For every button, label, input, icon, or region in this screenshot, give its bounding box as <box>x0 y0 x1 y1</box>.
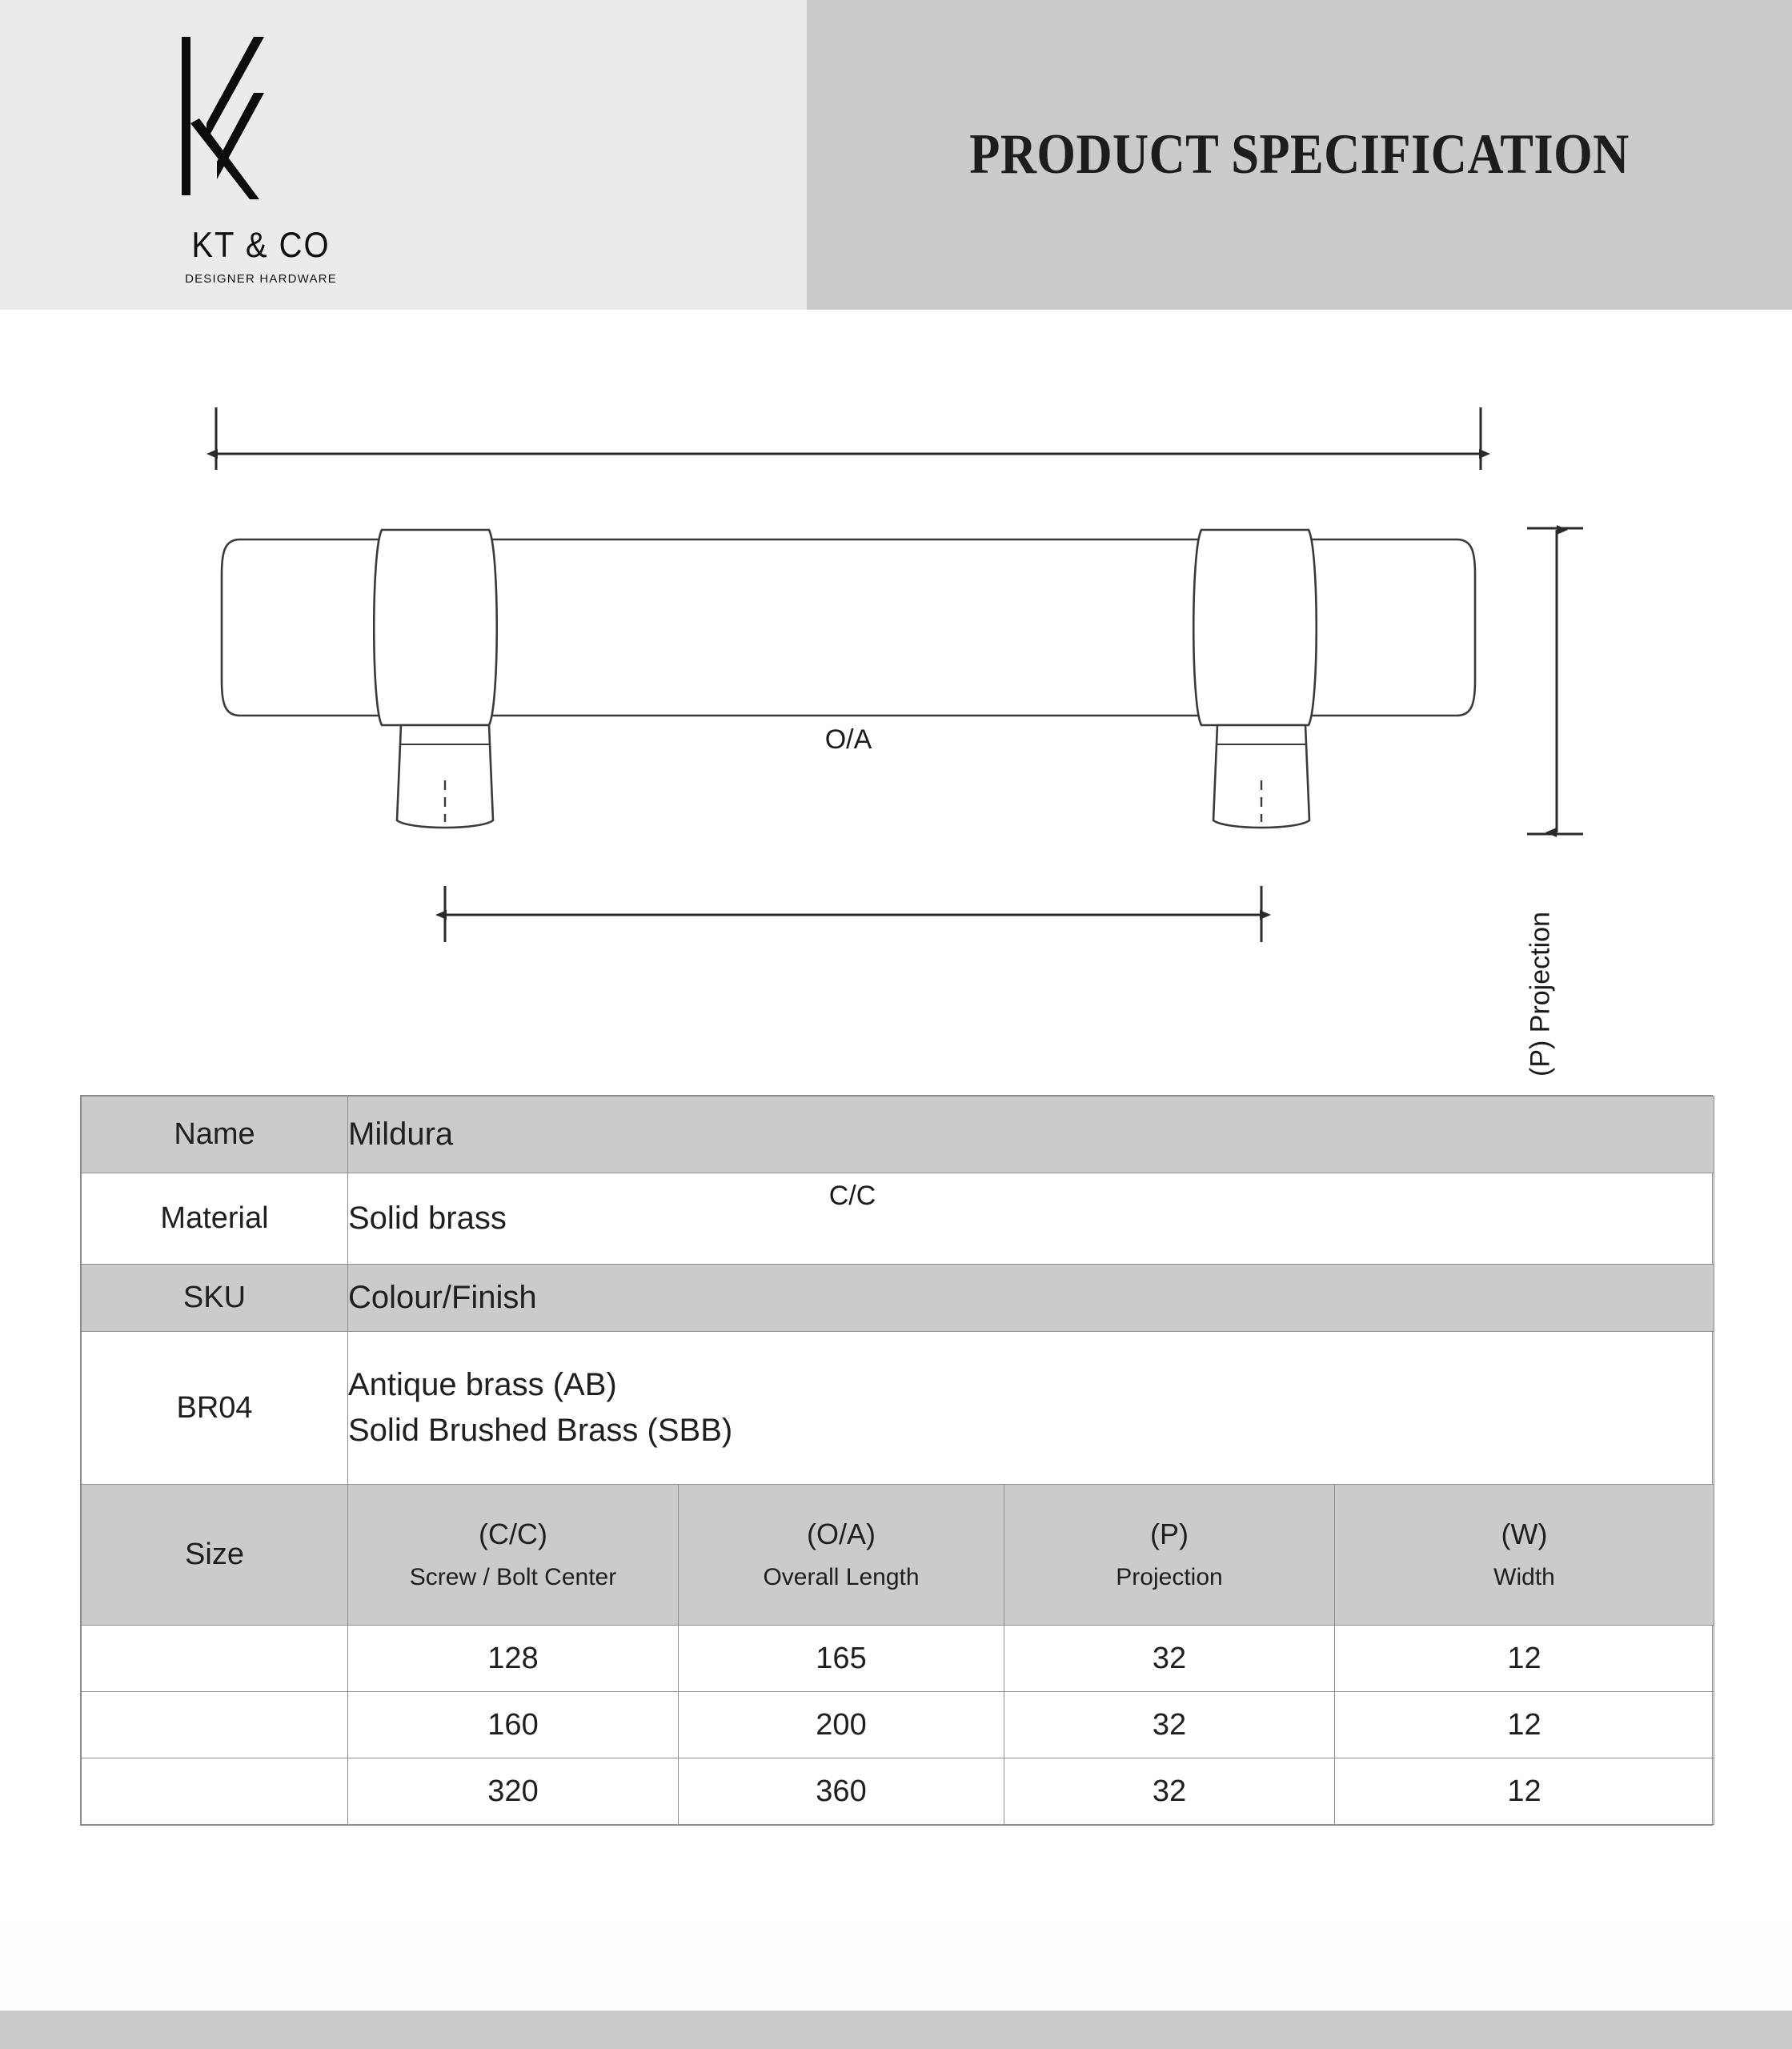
size-column-abbr-cc: (C/C) <box>479 1518 547 1551</box>
row-value-sku: BR04 <box>82 1332 348 1485</box>
row-label-material: Material <box>82 1173 348 1265</box>
size-column-header-p <box>1004 1485 1335 1626</box>
row-value-name: Mildura <box>348 1097 1714 1173</box>
logo-wordmark: KT & CO <box>191 226 331 266</box>
center-to-center-dimension-label: C/C <box>828 1181 876 1211</box>
size-value-w: 12 <box>1335 1626 1714 1692</box>
table-row <box>82 1626 1714 1692</box>
header-left-panel <box>0 0 807 310</box>
size-column-desc-oa: Overall Length <box>763 1564 920 1591</box>
size-value-p: 32 <box>1004 1626 1335 1692</box>
table-row-name <box>82 1097 1714 1173</box>
size-column-desc-w: Width <box>1493 1564 1555 1591</box>
row-label-colour-finish: Colour/Finish <box>348 1265 1714 1332</box>
page-title: PRODUCT SPECIFICATION <box>969 123 1630 186</box>
row-value-finishes <box>348 1332 1714 1485</box>
page-bottom-whitespace <box>0 1921 1792 2011</box>
size-column-desc-cc: Screw / Bolt Center <box>409 1564 617 1591</box>
size-row-spacer <box>82 1692 348 1758</box>
finish-option-antique-brass: Antique brass (AB) <box>348 1367 617 1403</box>
size-column-abbr-oa: (O/A) <box>807 1518 876 1551</box>
table-row <box>82 1758 1714 1825</box>
size-value-p: 32 <box>1004 1692 1335 1758</box>
product-spec-table <box>80 1095 1713 1826</box>
size-column-header-w <box>1335 1485 1714 1626</box>
table-row-sku-finishes <box>82 1332 1714 1485</box>
size-column-desc-p: Projection <box>1116 1564 1223 1591</box>
row-label-name: Name <box>82 1097 348 1173</box>
table-row-material <box>82 1173 1714 1265</box>
projection-dimension-label: (P) Projection <box>1525 912 1556 1077</box>
size-row-spacer <box>82 1758 348 1825</box>
size-column-abbr-p: (P) <box>1150 1518 1189 1551</box>
size-value-cc: 128 <box>348 1626 679 1692</box>
size-column-header-cc <box>348 1485 679 1626</box>
size-column-header-oa <box>679 1485 1004 1626</box>
row-label-sku: SKU <box>82 1265 348 1332</box>
table-row-sku-header <box>82 1265 1714 1332</box>
size-value-p: 32 <box>1004 1758 1335 1825</box>
page-footer-bar <box>0 2011 1792 2049</box>
page-header <box>0 0 1792 310</box>
size-value-oa: 360 <box>679 1758 1004 1825</box>
size-value-oa: 200 <box>679 1692 1004 1758</box>
size-column-abbr-w: (W) <box>1501 1518 1548 1551</box>
finish-option-solid-brushed-brass: Solid Brushed Brass (SBB) <box>348 1413 733 1448</box>
table-row-size-header <box>82 1485 1714 1626</box>
size-value-cc: 160 <box>348 1692 679 1758</box>
overall-length-dimension-label: O/A <box>824 724 872 755</box>
size-row-spacer <box>82 1626 348 1692</box>
table-row <box>82 1692 1714 1758</box>
logo-tagline: DESIGNER HARDWARE <box>185 272 337 286</box>
size-value-w: 12 <box>1335 1692 1714 1758</box>
row-value-material: Solid brass <box>348 1173 1714 1265</box>
size-value-oa: 165 <box>679 1626 1004 1692</box>
size-value-cc: 320 <box>348 1758 679 1825</box>
row-label-size: Size <box>82 1485 348 1626</box>
size-value-w: 12 <box>1335 1758 1714 1825</box>
